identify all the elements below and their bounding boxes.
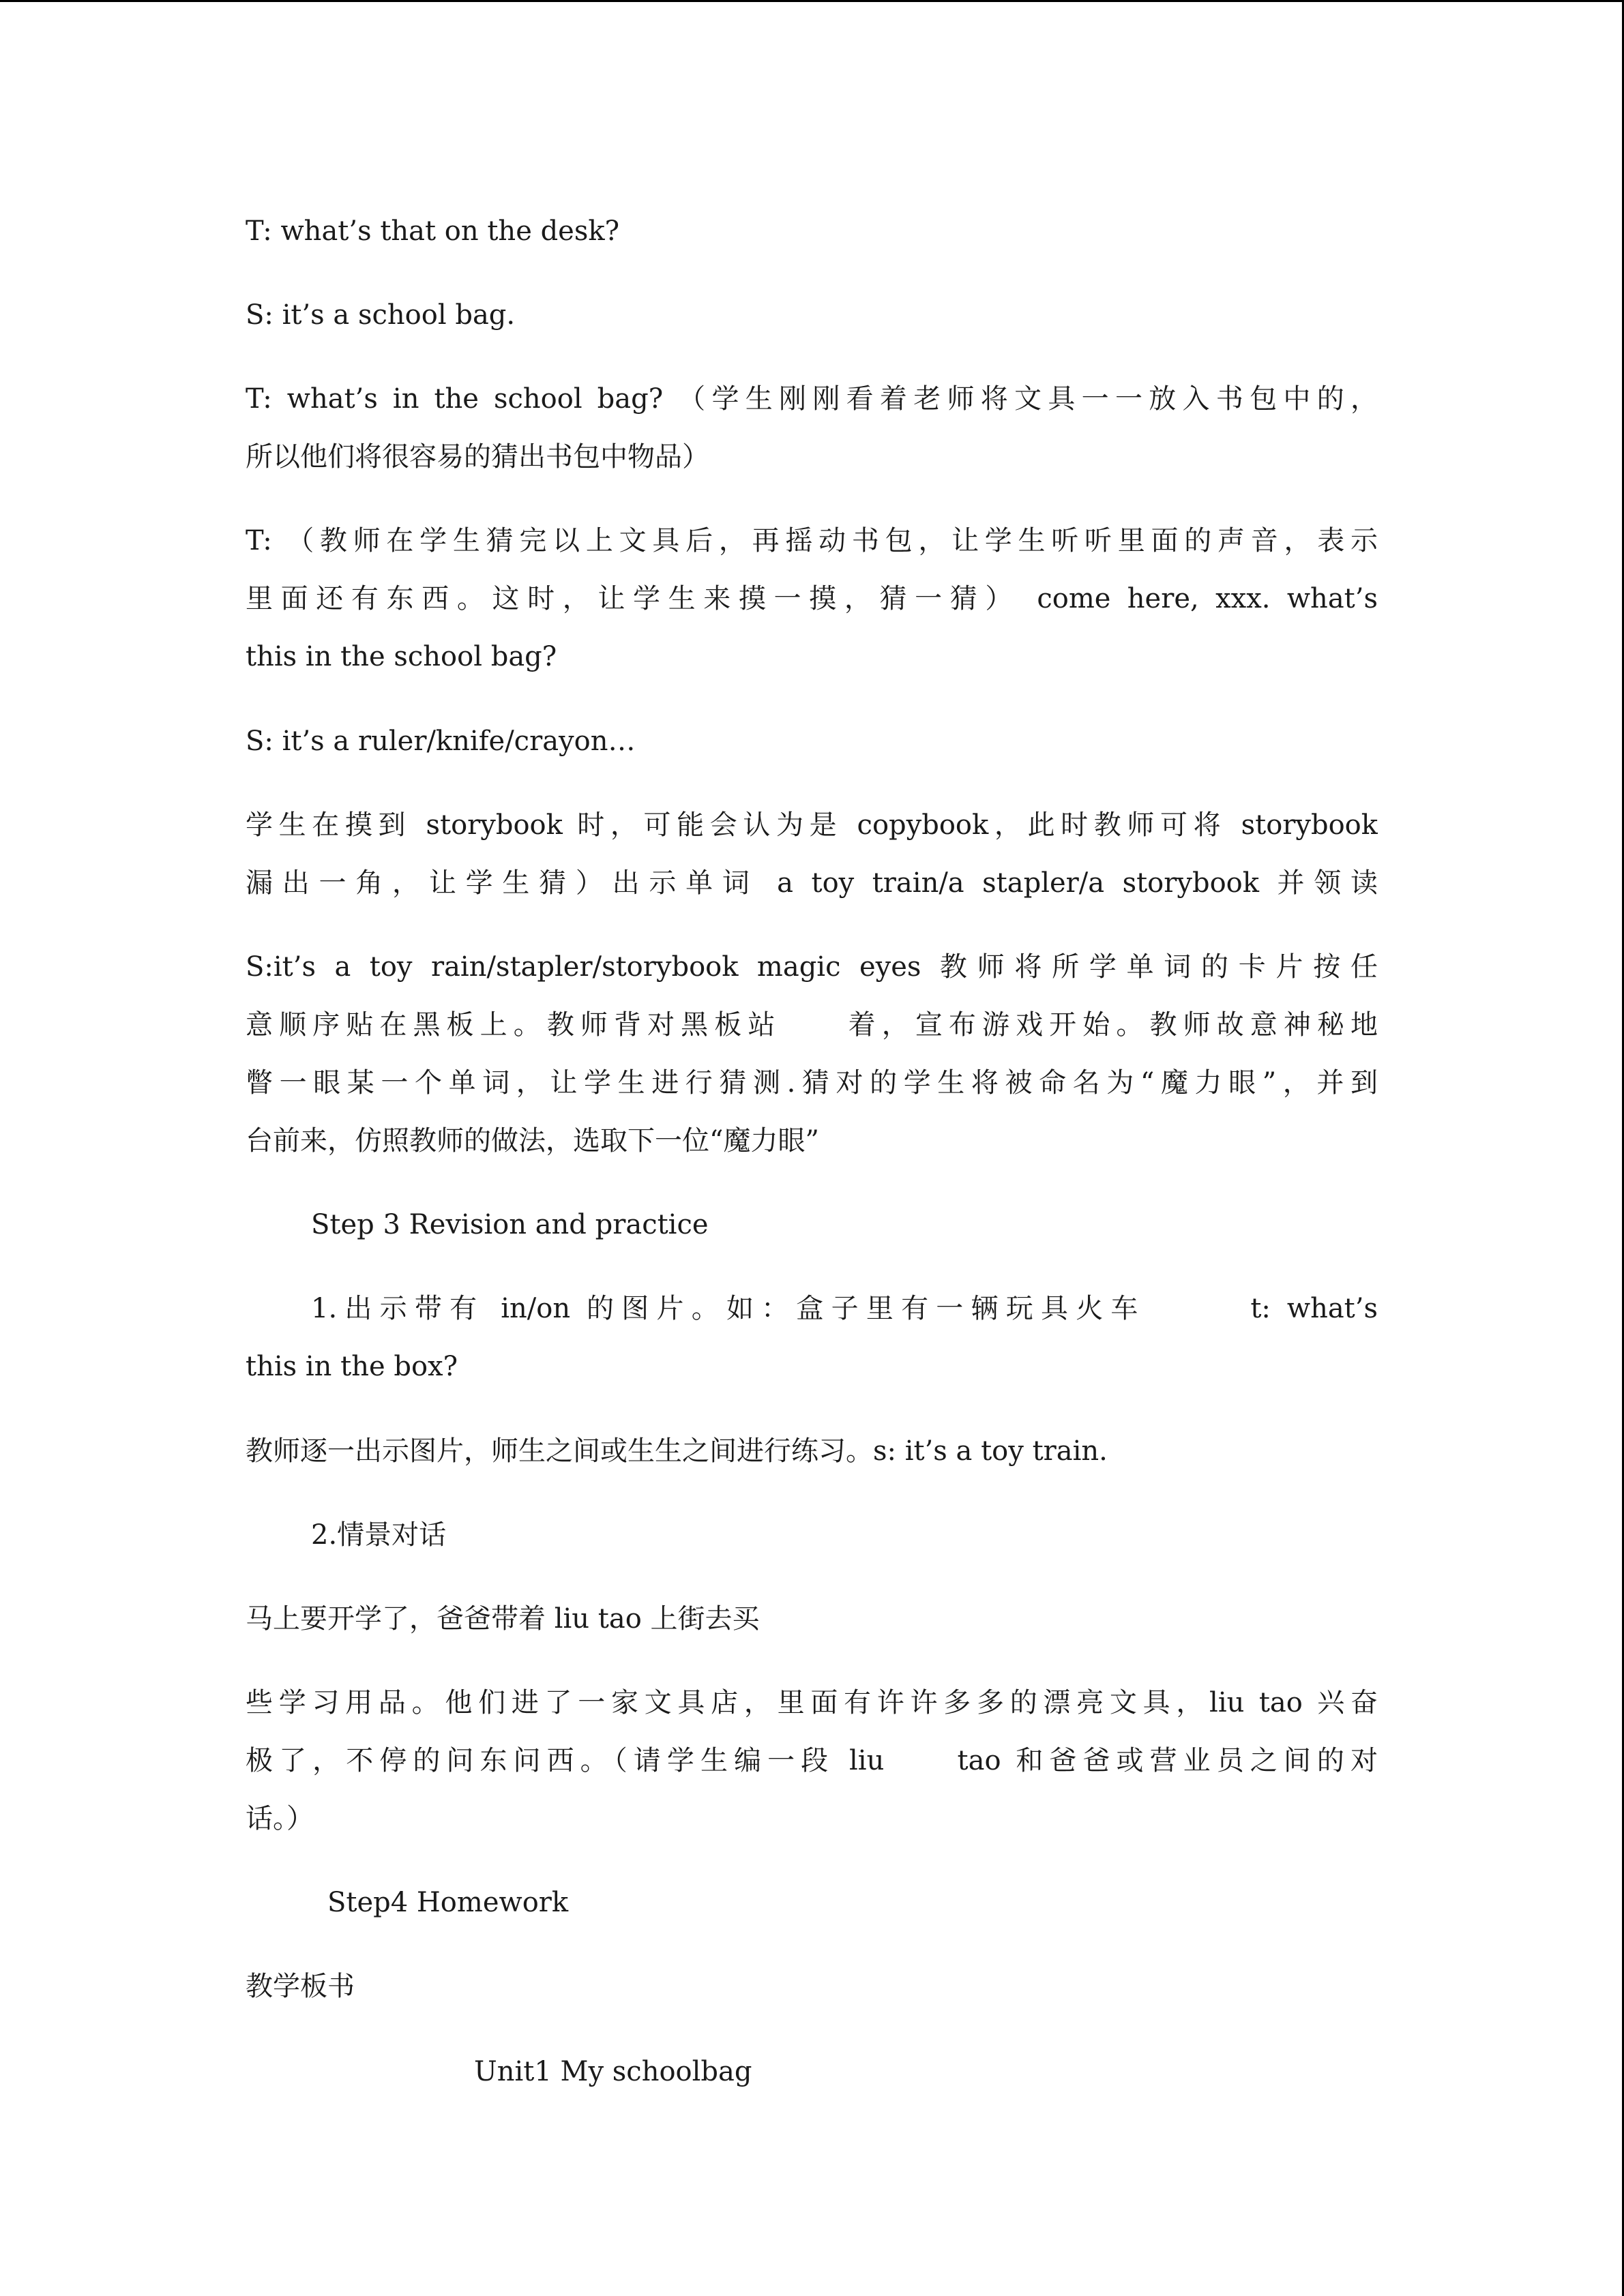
text-line-1: T: what’s that on the desk? (246, 215, 620, 247)
text-line-13: 瞥一眼某一个单词，让学生进行猜测.猜对的学生将被命名为“魔力眼”，并到 (246, 1067, 1378, 1099)
text-line-14: 台前来，仿照教师的做法，选取下一位“魔力眼” (246, 1125, 819, 1157)
text-line-10: 漏出一角，让学生猜）出示单词 a toy train/a stapler/a storybook 并领读 (246, 867, 1378, 899)
text-line-25: 教学板书 (246, 1971, 355, 2002)
text-line-8: S: it’s a ruler/knife/crayon… (246, 726, 636, 757)
text-line-17: this in the box? (246, 1351, 458, 1382)
text-line-5: T: （教师在学生猜完以上文具后，再摇动书包，让学生听听里面的声音，表示 (246, 525, 1378, 556)
text-line-2: S: it’s a school bag. (246, 299, 516, 331)
text-line-22: 极了，不停的问东问西。（请学生编一段 liu tao 和爸爸或营业员之间的对 (246, 1745, 1378, 1776)
step-4-heading: Step4 Homework (327, 1887, 569, 1918)
text-line-7: this in the school bag? (246, 641, 557, 672)
text-line-11: S:it’s a toy rain/stapler/storybook magic eyes 教师将所学单词的卡片按任 (246, 951, 1378, 983)
text-line-23: 话。） (246, 1803, 314, 1834)
text-line-9: 学生在摸到 storybook 时，可能会认为是 copybook，此时教师可将 storybook (246, 809, 1378, 841)
text-line-12: 意顺序贴在黑板上。教师背对黑板站 着，宣布游戏开始。教师故意神秘地 (246, 1009, 1378, 1041)
page-top-border (0, 0, 1624, 2)
text-line-18: 教师逐一出示图片，师生之间或生生之间进行练习。s: it’s a toy train. (246, 1435, 1108, 1467)
text-line-19: 2.情景对话 (311, 1519, 447, 1551)
text-line-4: 所以他们将很容易的猜出书包中物品） (246, 441, 709, 473)
text-line-20: 马上要开学了，爸爸带着 liu tao 上街去买 (246, 1603, 760, 1635)
blackboard-title: Unit1 My schoolbag (474, 2056, 752, 2087)
step-3-heading: Step 3 Revision and practice (311, 1209, 709, 1240)
text-line-16: 1.出示带有 in/on 的图片。如：盒子里有一辆玩具火车 t: what’s (311, 1293, 1378, 1324)
text-line-21: 些学习用品。他们进了一家文具店，里面有许许多多的漂亮文具，liu tao 兴奋 (246, 1687, 1378, 1718)
text-line-6: 里面还有东西。这时，让学生来摸一摸，猜一猜） come here, xxx. what’s (246, 583, 1378, 614)
text-line-3: T: what’s in the school bag? （学生刚刚看着老师将文具一一放入书包中的， (246, 383, 1378, 415)
